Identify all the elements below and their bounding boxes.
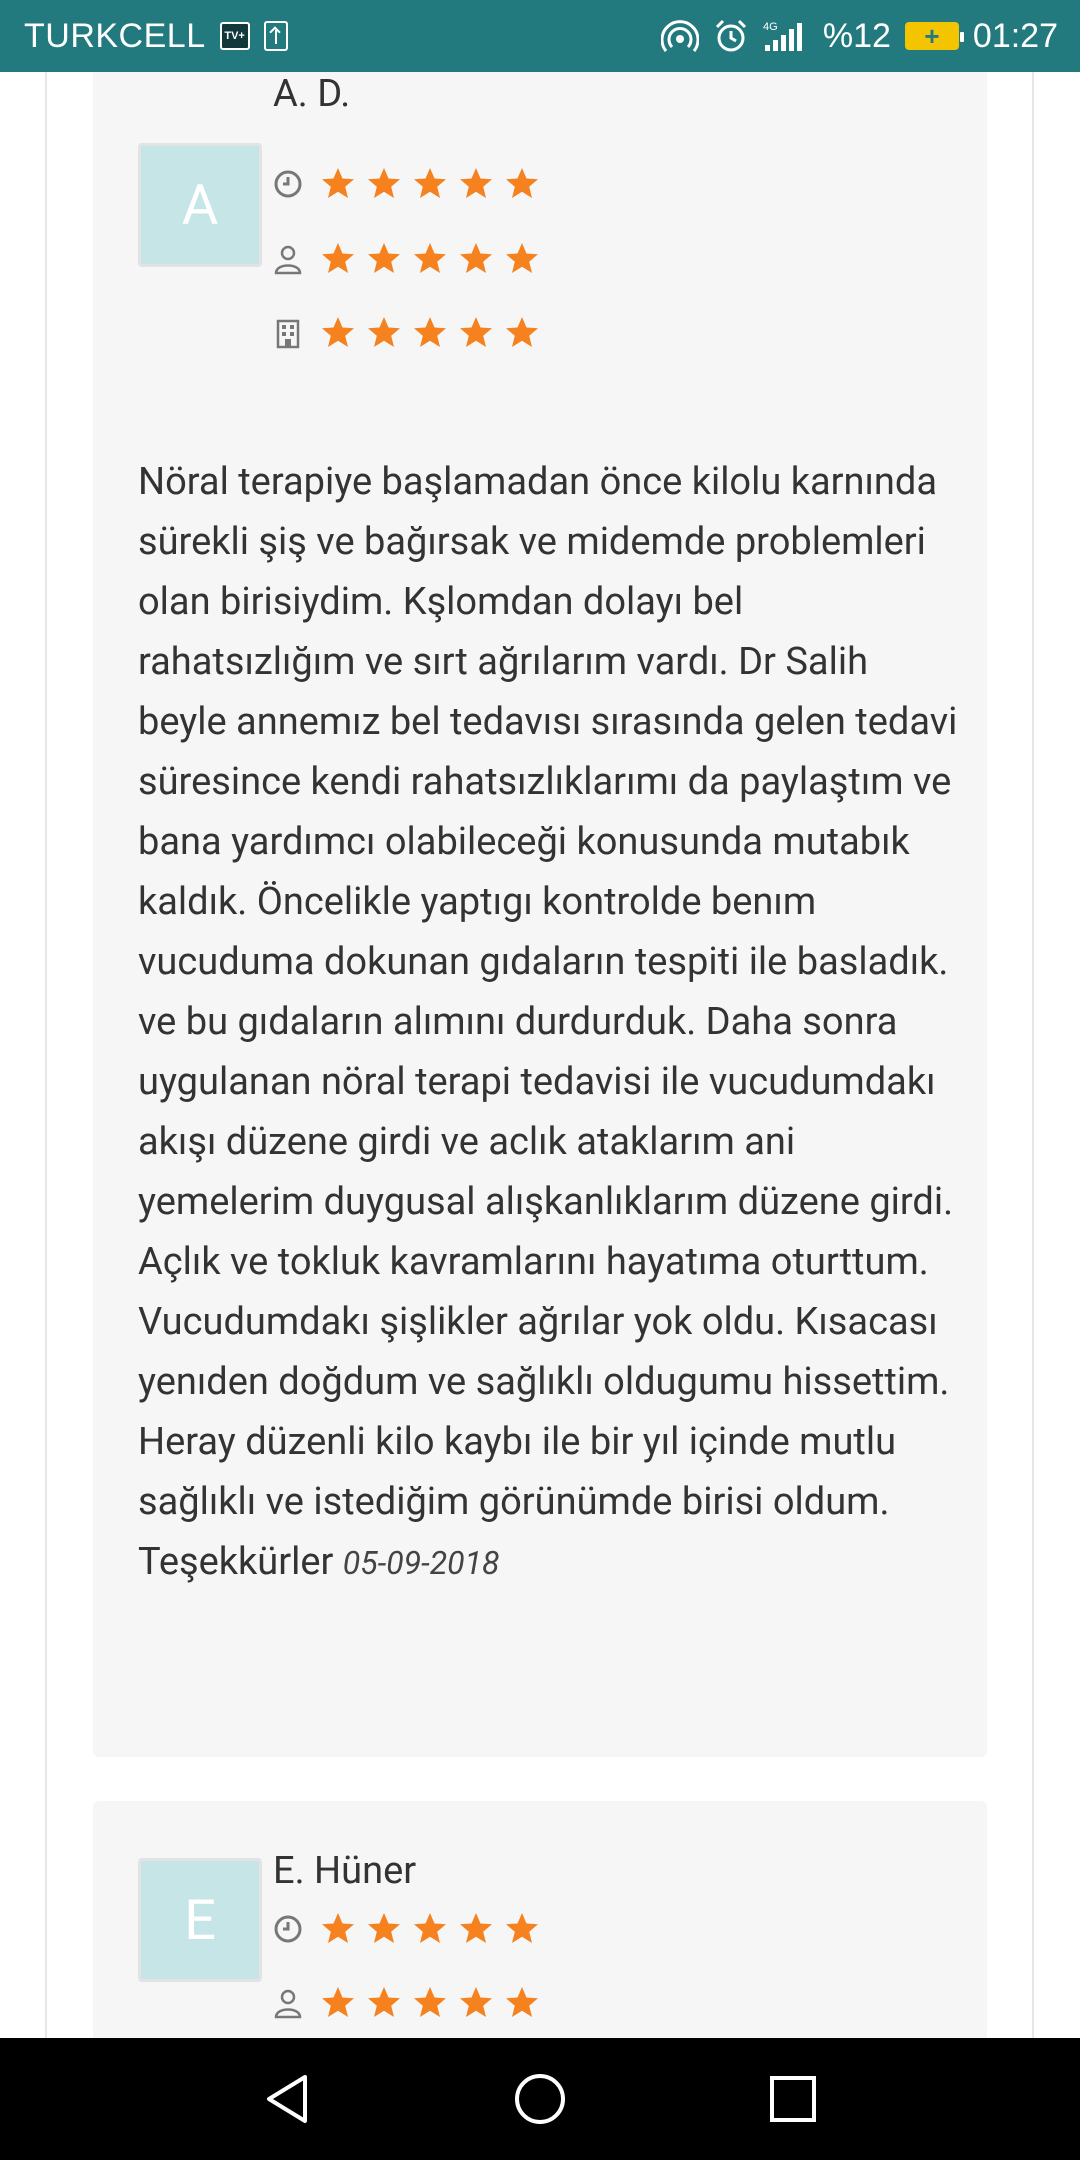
avatar: A — [138, 143, 262, 267]
reviews-page[interactable] — [0, 72, 1080, 2038]
star-icon — [413, 1912, 447, 1946]
user-icon — [271, 1986, 305, 2020]
star-icon — [367, 167, 401, 201]
star-icon — [367, 242, 401, 276]
user-icon — [271, 242, 305, 276]
star-icon — [413, 242, 447, 276]
hotspot-icon — [661, 19, 699, 53]
content-border-left — [45, 72, 47, 2038]
star-icon — [367, 1986, 401, 2020]
star-icon — [413, 167, 447, 201]
clock-icon — [271, 1912, 305, 1946]
building-icon — [271, 316, 305, 350]
star-icon — [413, 1986, 447, 2020]
star-rating — [321, 242, 539, 276]
upload-icon — [264, 21, 288, 51]
star-icon — [505, 1912, 539, 1946]
star-icon — [413, 316, 447, 350]
star-icon — [321, 242, 355, 276]
clock-time: 01:27 — [972, 16, 1058, 55]
review-date: 05-09-2018 — [342, 1544, 500, 1582]
status-bar — [0, 0, 1080, 72]
star-rating — [321, 316, 539, 350]
back-icon[interactable] — [247, 2059, 327, 2139]
star-icon — [367, 1912, 401, 1946]
battery-charging-icon: + — [905, 22, 959, 50]
star-icon — [459, 1912, 493, 1946]
star-rating — [321, 1986, 539, 2020]
rating-row-time — [271, 1909, 539, 1949]
rating-row-doctor — [271, 1983, 539, 2023]
alarm-icon — [713, 18, 749, 54]
rating-row-time — [271, 164, 539, 204]
review-card — [93, 72, 987, 1757]
network-type: 4G — [762, 21, 778, 33]
star-icon — [321, 1986, 355, 2020]
tv-plus-icon: TV+ — [220, 22, 250, 50]
content-border-right — [1032, 72, 1034, 2038]
star-icon — [505, 167, 539, 201]
star-icon — [459, 1986, 493, 2020]
star-icon — [321, 1912, 355, 1946]
review-body: Nöral terapiye başlamadan önce kilolu karnında sürekli şiş ve bağırsak ve midemde problemleri olan birisiydim. Kşlomdan dolayı bel rahatsızlığım ve sırt ağrılarım vardı. Dr Salih beyle annemız bel tedavısı sırasında gelen tedavi süresince kendi rahatsızlıklarımı da paylaştım ve bana yardımcı olabileceği konusunda mutabık kaldık. Öncelikle yaptıgı kontrolde benım vucuduma dokunan gıdaların tespiti ile basladık. ve bu gıdaların alımını durdurduk. Daha sonra uygulanan nöral terapi tedavisi ile vucudumdakı akışı düzene girdi ve aclık ataklarım ani yemelerim duygusal alışkanlıklarım düzene girdi. Açlık ve tokluk kavramlarını hayatıma oturttum. Vucudumdakı şişlikler ağrılar yok oldu. Kısacası yenıden doğdum ve sağlıklı oldugumu hissettim. Heray düzenli kilo kaybı ile bir yıl içinde mutlu sağlıklı ve istediğim görünümde birisi oldum. Teşekkürler — [138, 460, 958, 1584]
star-icon — [459, 316, 493, 350]
star-icon — [505, 242, 539, 276]
review-card — [93, 1801, 987, 2038]
carrier-name: TURKCELL — [24, 16, 206, 55]
star-icon — [321, 167, 355, 201]
rating-row-doctor — [271, 239, 539, 279]
star-icon — [505, 316, 539, 350]
signal-icon — [763, 19, 809, 53]
star-rating — [321, 167, 539, 201]
star-icon — [505, 1986, 539, 2020]
star-icon — [321, 316, 355, 350]
star-rating — [321, 1912, 539, 1946]
avatar: E — [138, 1858, 262, 1982]
rating-row-facility — [271, 313, 539, 353]
system-nav-bar — [0, 2038, 1080, 2160]
recents-icon[interactable] — [753, 2059, 833, 2139]
star-icon — [459, 167, 493, 201]
review-text — [138, 452, 958, 1593]
clock-icon — [271, 167, 305, 201]
battery-percent: %12 — [822, 16, 891, 55]
star-icon — [459, 242, 493, 276]
star-icon — [367, 316, 401, 350]
reviewer-name: E. Hüner — [273, 1849, 417, 1893]
home-icon[interactable] — [500, 2059, 580, 2139]
reviewer-name: A. D. — [273, 72, 351, 116]
